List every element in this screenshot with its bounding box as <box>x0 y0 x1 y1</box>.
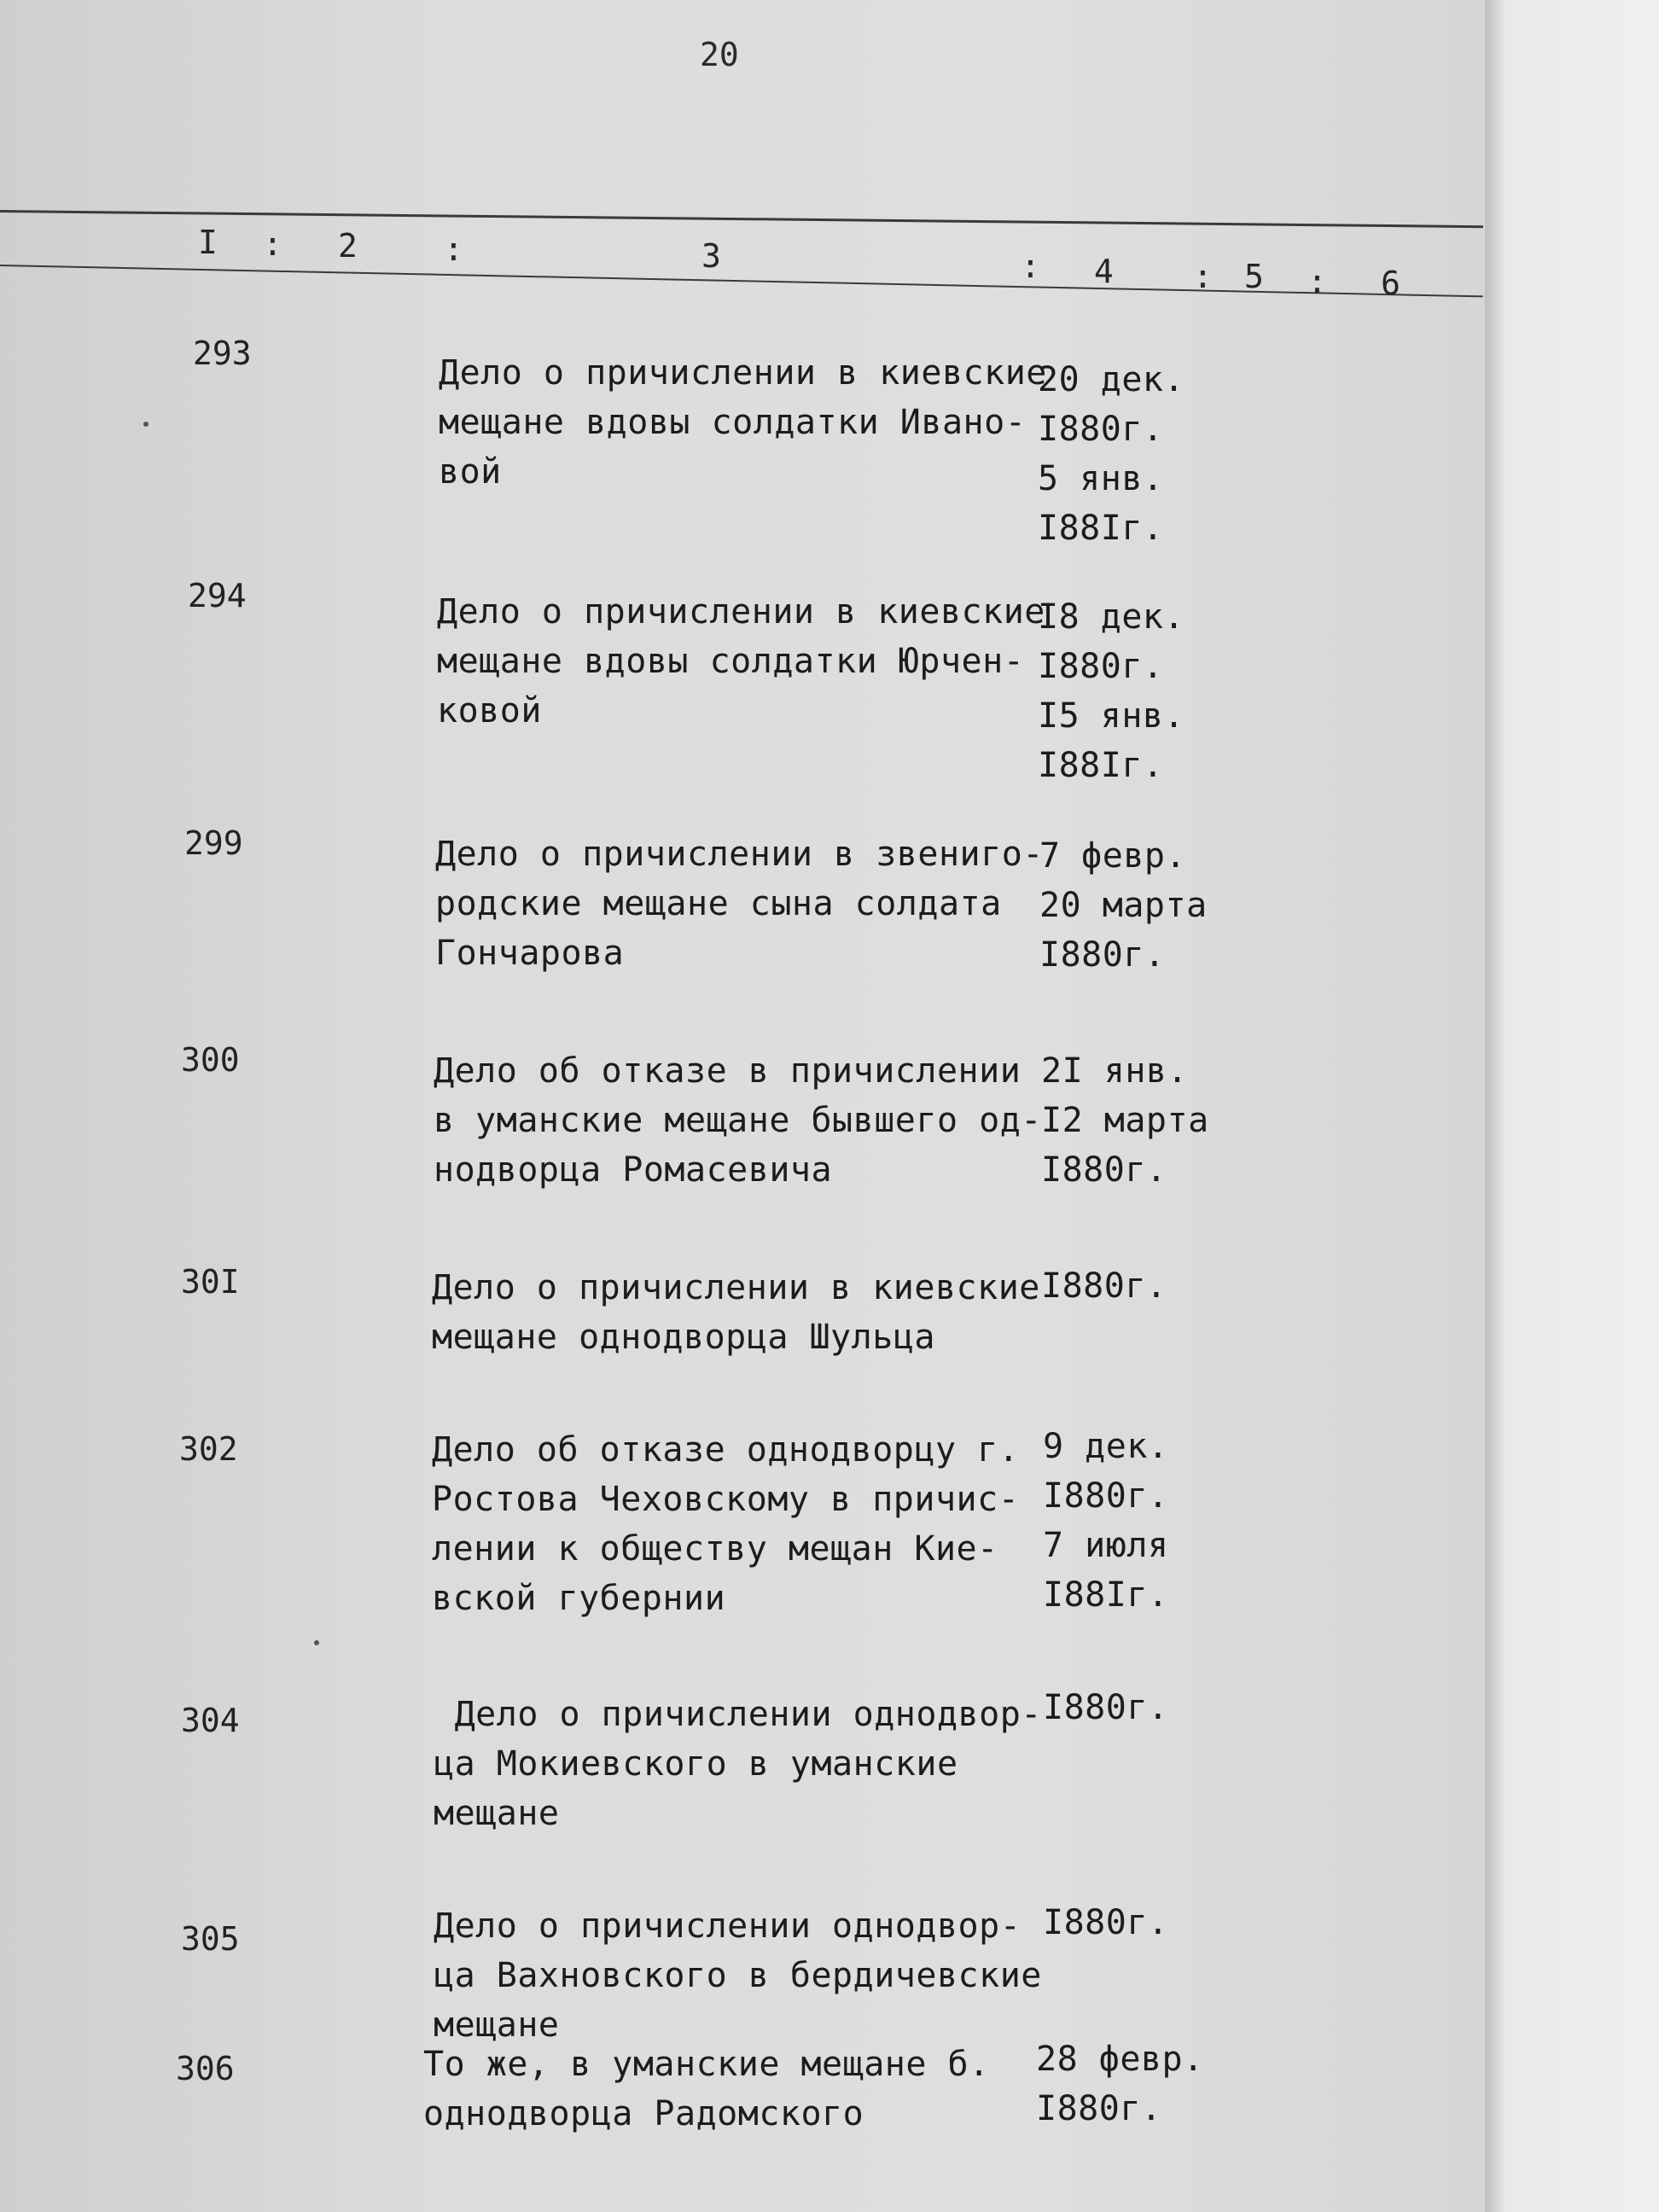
entry-description: Дело о причислении в киевские мещане однодворца Шульца <box>432 1268 1040 1357</box>
entry-dates: 20 дек. I880г. 5 янв. I88Iг. <box>1038 360 1185 548</box>
entry-description: Дело об отказе в причислении в уманские мещане бывшего од- нодворца Ромасевича <box>434 1051 1042 1190</box>
column-header-6: 6 <box>1381 265 1400 302</box>
entry-number: 30I <box>181 1263 240 1301</box>
column-separator: : <box>1193 258 1213 295</box>
column-header-5: 5 <box>1244 258 1264 295</box>
paper-speck <box>143 422 148 427</box>
column-separator: : <box>1021 247 1040 285</box>
entry-description: Дело об отказе однодворцу г. Ростова Чеховскому в причис- лении к обществу мещан Кие- вской губернии <box>432 1430 1020 1618</box>
column-header-4: 4 <box>1094 253 1114 290</box>
entry-dates: 7 февр. 20 марта I880г. <box>1039 836 1208 975</box>
entry-dates: 9 дек. I880г. 7 июля I88Iг. <box>1043 1427 1169 1615</box>
column-header-3: 3 <box>701 237 721 275</box>
page-edge-background <box>1485 0 1659 2212</box>
entry-dates: I880г. <box>1043 1903 1169 1942</box>
entry-description: Дело о причислении однодвор- ца Мокиевского в уманские мещане <box>434 1695 1042 1833</box>
entry-number: 305 <box>181 1920 240 1958</box>
entry-dates: 28 февр. I880г. <box>1036 2040 1204 2128</box>
column-header-1: I <box>198 224 218 261</box>
entry-dates: I8 дек. I880г. I5 янв. I88Iг. <box>1038 597 1185 785</box>
column-separator: : <box>1307 263 1327 300</box>
entry-description: То же, в уманские мещане б. однодворца Радомского <box>423 2045 990 2133</box>
entry-number: 306 <box>176 2050 235 2087</box>
paper-speck <box>314 1640 319 1645</box>
entry-number: 294 <box>188 577 247 614</box>
entry-description: Дело о причислении в киевские мещане вдовы солдатки Ивано- вой <box>439 353 1047 492</box>
entry-number: 299 <box>184 824 243 862</box>
column-separator: : <box>444 230 463 268</box>
column-header-2: 2 <box>338 227 358 265</box>
entry-description: Дело о причислении однодвор- ца Вахновского в бердичевские мещане <box>434 1906 1042 2045</box>
entry-number: 300 <box>181 1041 240 1079</box>
entry-number: 304 <box>181 1702 240 1739</box>
entry-dates: I880г. <box>1041 1266 1167 1306</box>
entry-number: 293 <box>193 335 252 372</box>
entry-dates: 2I янв. I2 марта I880г. <box>1041 1051 1209 1190</box>
entry-number: 302 <box>179 1430 238 1468</box>
entry-description: Дело о причислении в киевские мещане вдовы солдатки Юрчен- ковой <box>437 592 1045 731</box>
page-number: 20 <box>700 36 739 73</box>
column-separator: : <box>263 225 282 263</box>
entry-description: Дело о причислении в звениго- родские мещане сына солдата Гончарова <box>435 835 1044 973</box>
entry-dates: I880г. <box>1043 1688 1169 1727</box>
